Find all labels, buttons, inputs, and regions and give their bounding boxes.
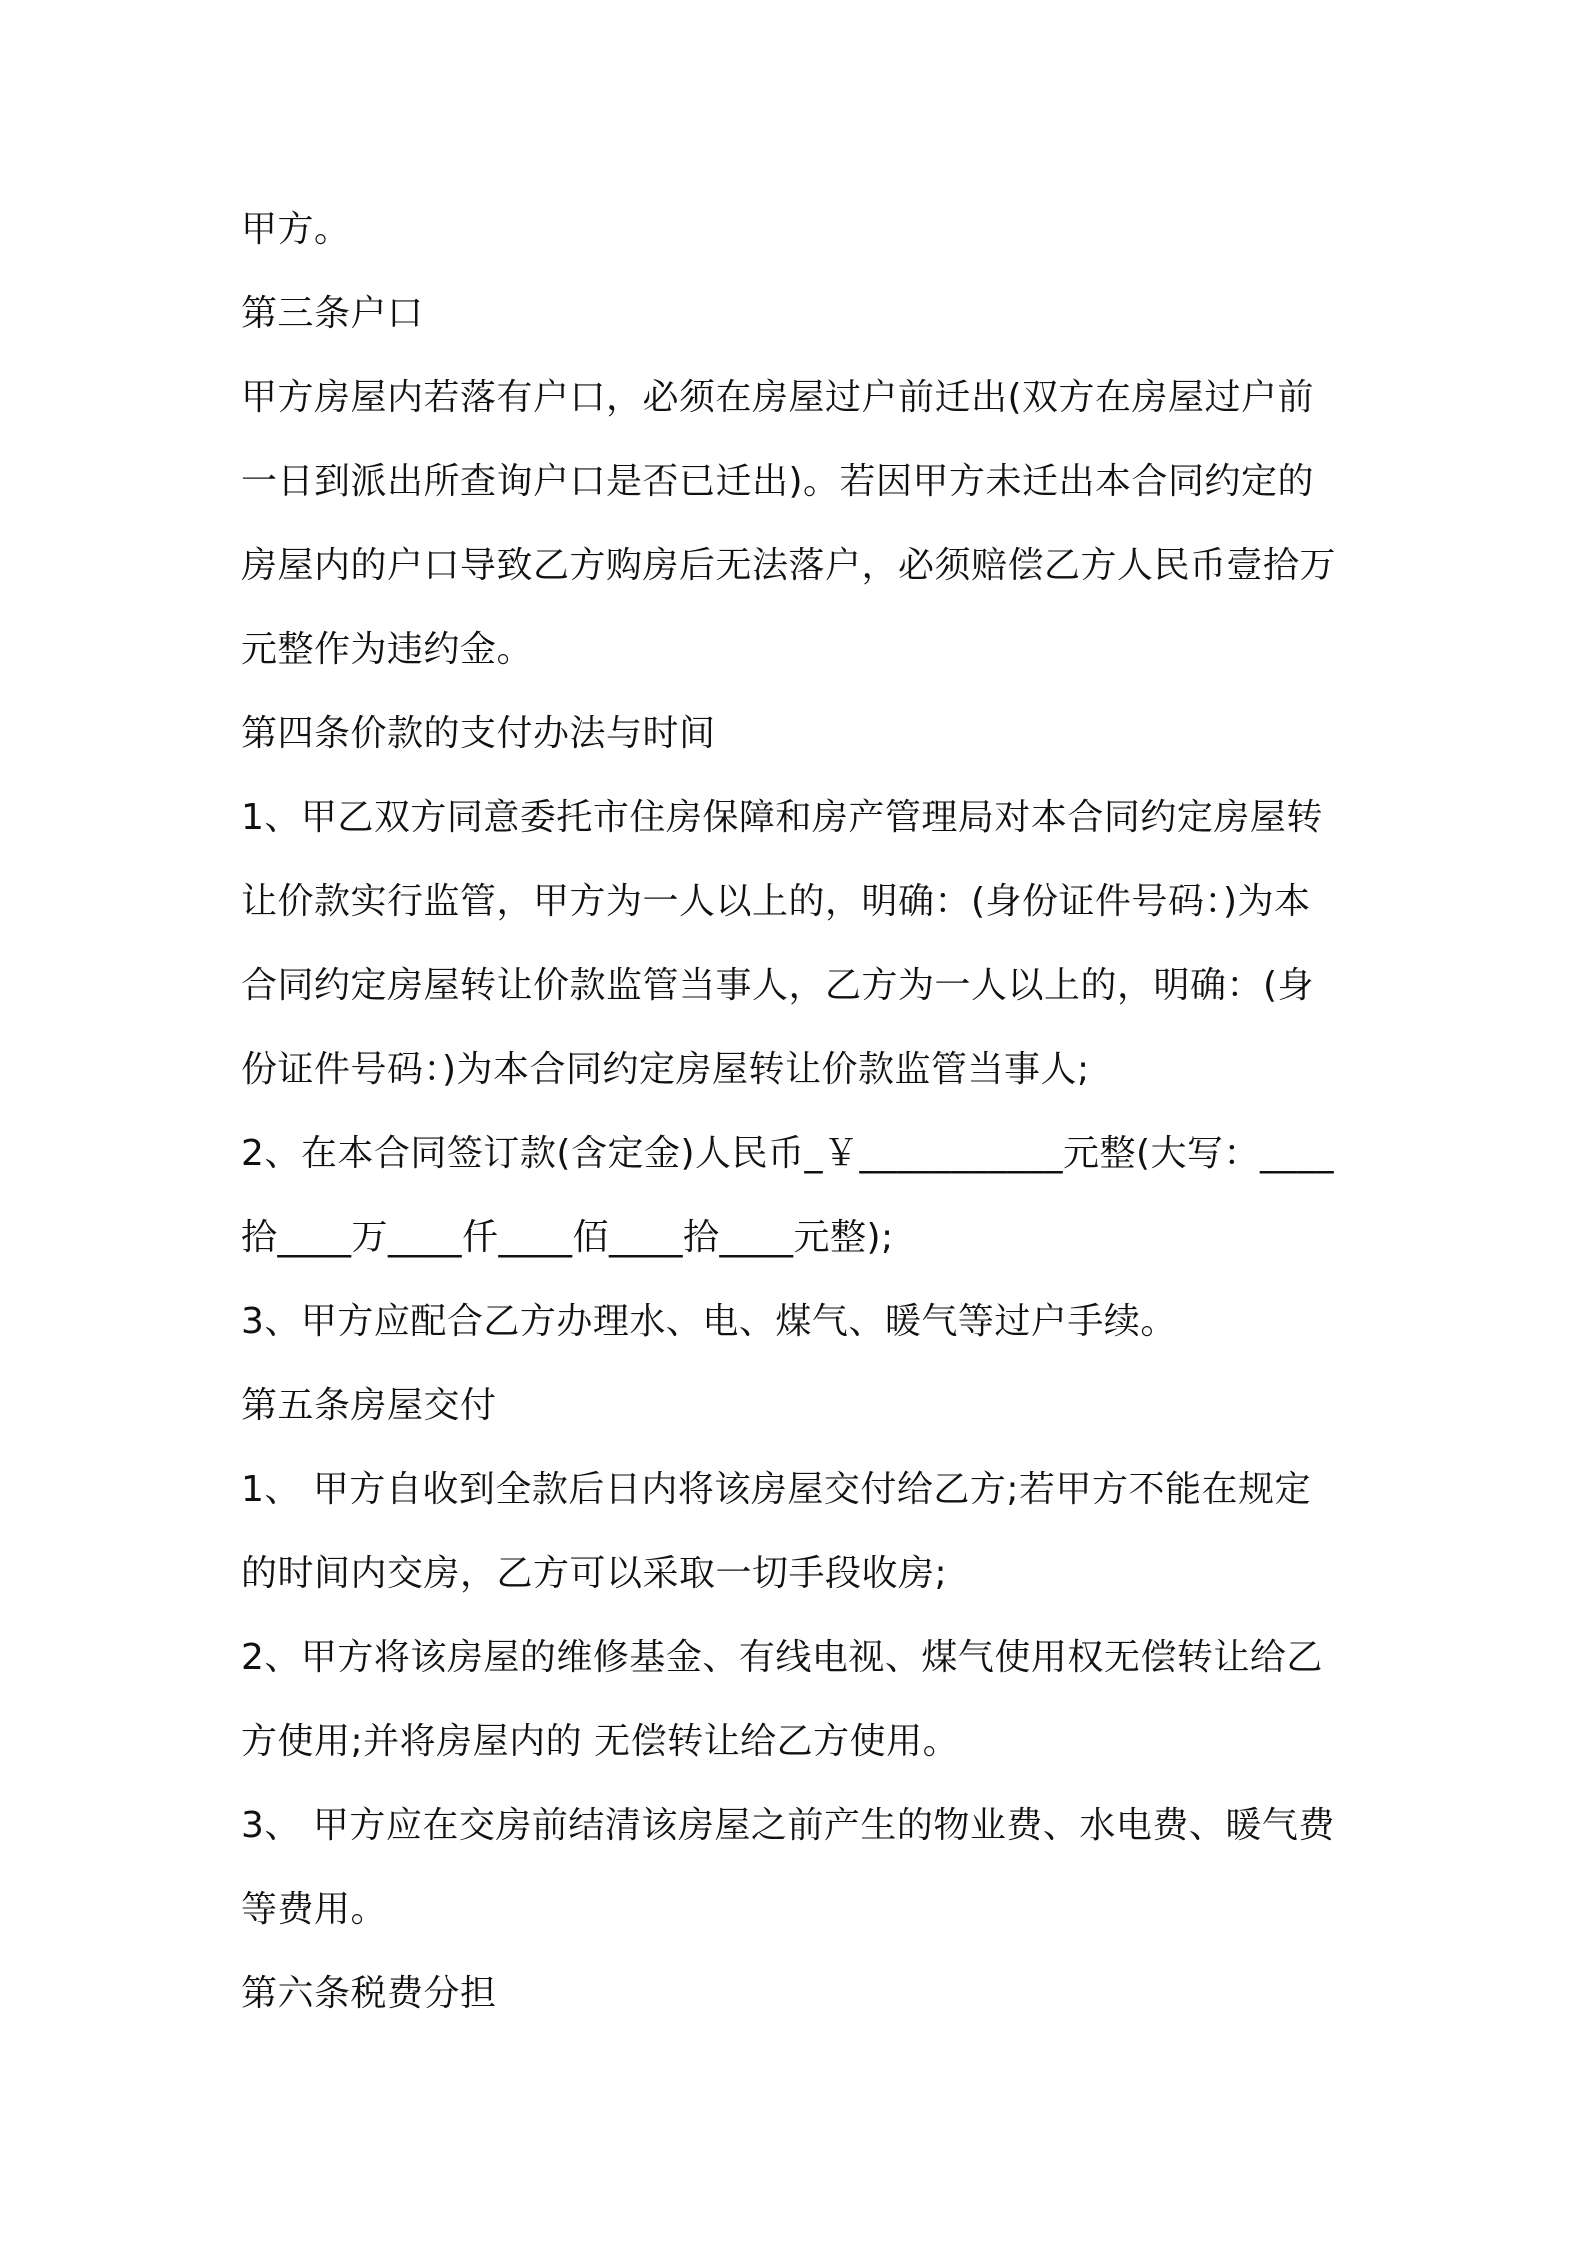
text-line: 1、 甲方自收到全款后日内将该房屋交付给乙方;若甲方不能在规定: [241, 1469, 1311, 1510]
text-line: 房屋内的户口导致乙方购房后无法落户，必须赔偿乙方人民币壹拾万: [241, 545, 1337, 586]
text-line: 1、甲乙双方同意委托市住房保障和房产管理局对本合同约定房屋转: [241, 797, 1323, 838]
text-line: 的时间内交房，乙方可以采取一切手段收房;: [241, 1553, 948, 1594]
text-line: 甲方。: [241, 209, 351, 250]
text-line: 2、在本合同签订款(含定金)人民币_￥___________元整(大写：____: [241, 1133, 1335, 1174]
text-line: 让价款实行监管，甲方为一人以上的，明确：(身份证件号码：)为本: [241, 881, 1311, 922]
text-line: 一日到派出所查询户口是否已迁出)。若因甲方未迁出本合同约定的: [241, 461, 1315, 502]
text-line: 方使用;并将房屋内的 无偿转让给乙方使用。: [241, 1721, 960, 1762]
text-line: 合同约定房屋转让价款监管当事人，乙方为一人以上的，明确：(身: [241, 965, 1315, 1006]
text-line: 等费用。: [241, 1889, 388, 1930]
section-heading-6: 第六条税费分担: [241, 1973, 497, 2014]
text-line: 3、甲方应配合乙方办理水、电、煤气、暖气等过户手续。: [241, 1301, 1177, 1342]
text-line: 元整作为违约金。: [241, 629, 534, 670]
text-line: 拾____万____仟____佰____拾____元整);: [241, 1217, 894, 1258]
text-line: 2、甲方将该房屋的维修基金、有线电视、煤气使用权无偿转让给乙: [241, 1637, 1323, 1678]
document-body: [241, 188, 1361, 2036]
section-heading-5: 第五条房屋交付: [241, 1385, 497, 1426]
text-line: 3、 甲方应在交房前结清该房屋之前产生的物业费、水电费、暖气费: [241, 1805, 1335, 1846]
section-heading-4: 第四条价款的支付办法与时间: [241, 713, 716, 754]
section-heading-3: 第三条户口: [241, 293, 424, 334]
text-line: 甲方房屋内若落有户口，必须在房屋过户前迁出(双方在房屋过户前: [241, 377, 1315, 418]
text-line: 份证件号码：)为本合同约定房屋转让价款监管当事人;: [241, 1049, 1090, 1090]
